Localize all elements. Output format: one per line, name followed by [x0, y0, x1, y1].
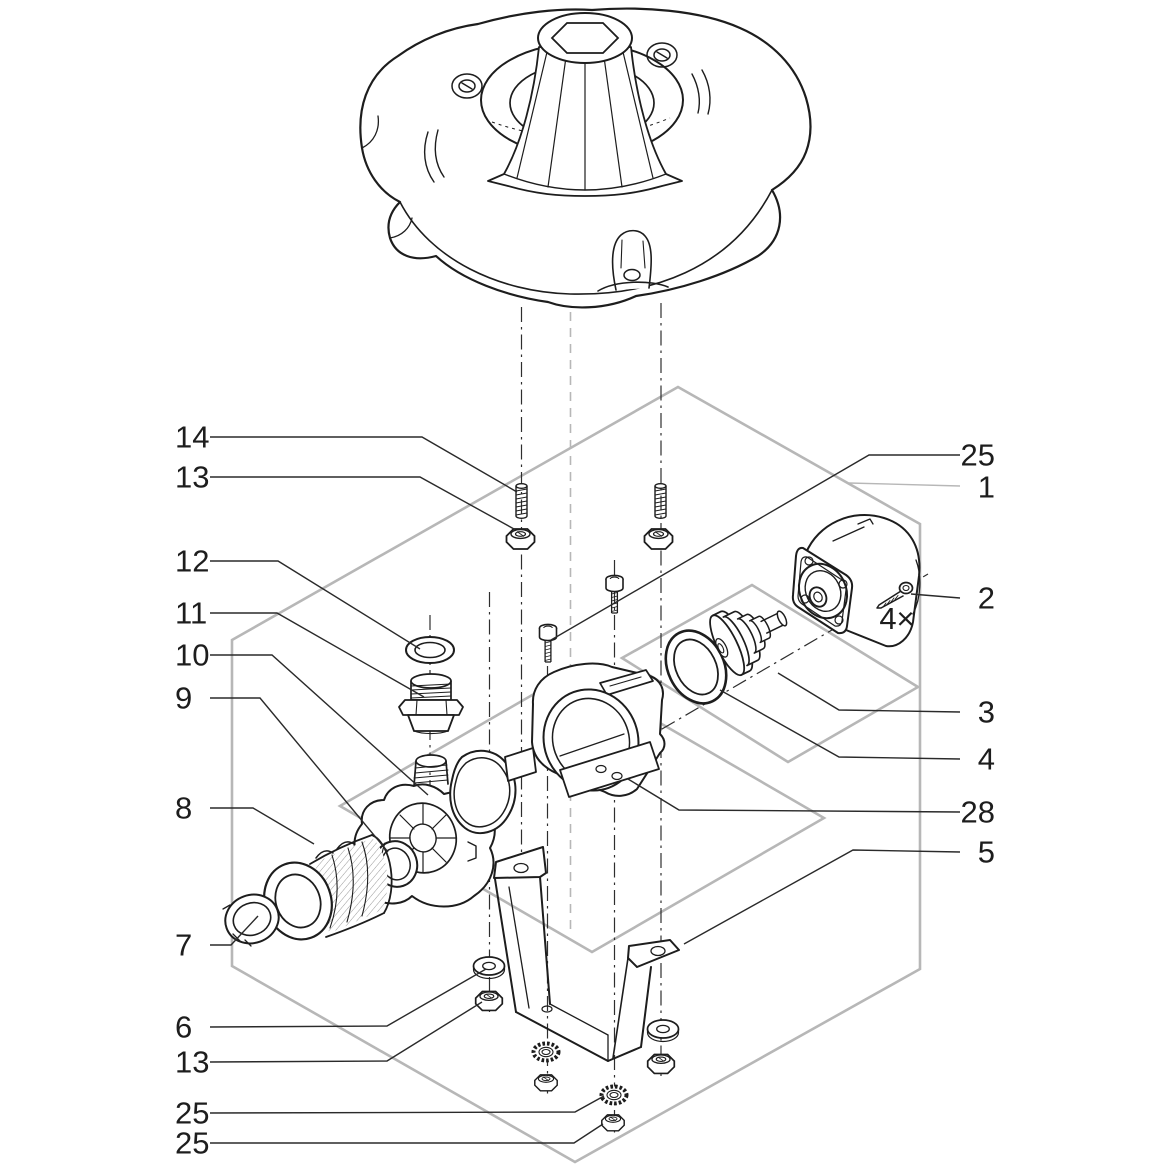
callout-4: 4: [977, 741, 995, 777]
callout-2: 2: [977, 580, 995, 616]
leader-14: [210, 437, 517, 492]
callout-10: 10: [175, 637, 210, 673]
callout-6: 6: [175, 1009, 193, 1045]
callout-25-nut: 25: [175, 1125, 210, 1161]
nut-right-top: [645, 529, 673, 549]
leader-1: [849, 483, 960, 486]
callout-3: 3: [977, 694, 995, 730]
callout-11: 11: [175, 595, 208, 631]
small-nut-left: [535, 1075, 557, 1091]
callout-25-washer: 25: [175, 1095, 210, 1131]
callout-14: 14: [175, 419, 210, 455]
callout-8: 8: [175, 790, 193, 826]
callout-12: 12: [175, 543, 210, 579]
mount-foot-left: [505, 748, 536, 781]
leader-13-top: [210, 477, 514, 529]
serrated-washer-left: [534, 1044, 559, 1061]
connector-fitting-drawing: [399, 674, 463, 734]
small-oring-drawing: [406, 637, 454, 663]
nut-left-bottom: [476, 991, 503, 1010]
callout-5: 5: [977, 834, 995, 870]
socket-screw-left: [540, 624, 557, 662]
small-nut-right: [602, 1115, 624, 1131]
callout-13-bottom: 13: [175, 1044, 210, 1080]
leader-8: [210, 808, 314, 844]
leader-5: [684, 850, 960, 944]
callout-13-top: 13: [175, 459, 210, 495]
leader-25-nut: [210, 1124, 603, 1143]
serrated-washer-right: [602, 1087, 627, 1104]
callout-9: 9: [175, 680, 193, 716]
pump-cover-drawing: [360, 9, 810, 308]
washer-right: [648, 1020, 679, 1042]
leader-25-washer: [210, 1096, 604, 1113]
centerlines: [430, 303, 928, 1136]
quantity-note: 4×: [879, 601, 915, 636]
leader-3: [778, 673, 960, 712]
nut-left-top: [507, 529, 535, 549]
callout-7: 7: [175, 927, 193, 963]
motor-mount-drawing: [505, 664, 665, 804]
leader-28: [628, 779, 960, 812]
leader-4: [720, 690, 960, 759]
bracket-tab-left: [494, 847, 546, 878]
washer-left: [474, 957, 505, 979]
callout-28: 28: [960, 794, 995, 830]
callout-1: 1: [977, 469, 995, 505]
bracket-tab-right: [628, 940, 679, 967]
callout-25-screws: 25: [960, 437, 995, 473]
nut-right-bottom: [648, 1054, 675, 1073]
